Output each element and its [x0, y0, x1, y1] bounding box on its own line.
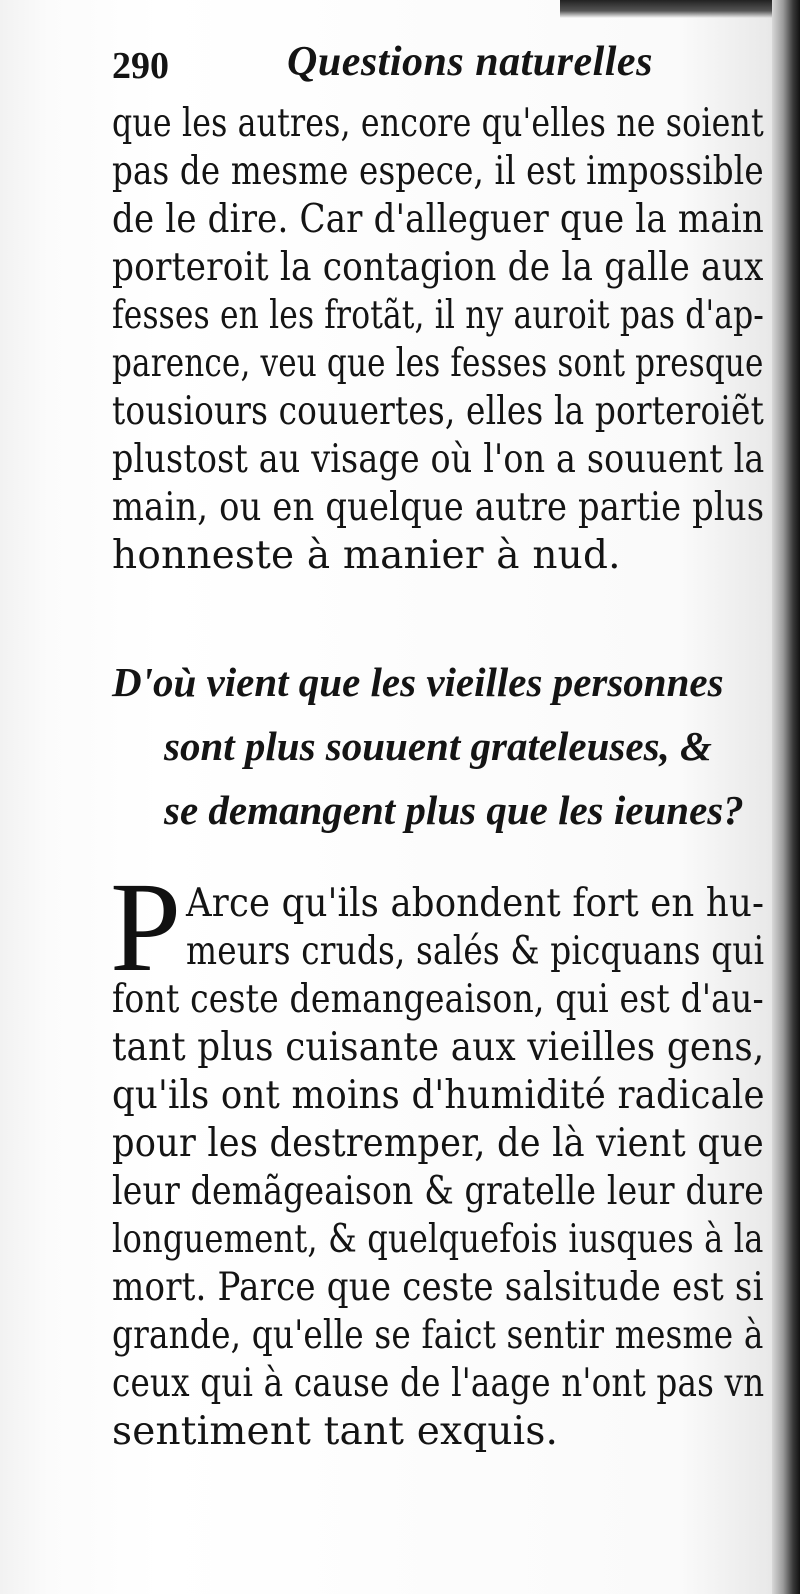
heading-line: D'où vient que les vieilles personnes: [112, 659, 724, 705]
text-line: ceux qui à cause de l'aage n'ont pas vn: [112, 1361, 765, 1406]
page-number: 290: [112, 45, 169, 87]
page-edge-shadow: [560, 0, 800, 18]
text-line: pas de mesme espece, il est impossible: [112, 149, 764, 194]
text-line: pour les destremper, de là vient que: [112, 1121, 764, 1166]
text-line: font ceste demangeaison, qui est d'au-: [112, 977, 764, 1022]
text-line: longuement, & quelquefois iusques à la: [112, 1217, 764, 1262]
text-line: de le dire. Car d'alleguer que la main: [112, 197, 764, 242]
text-line: tousiours couuertes, elles la porteroiẽt: [112, 389, 764, 434]
text-line: grande, qu'elle se faict sentir mesme à: [112, 1313, 764, 1358]
text-line: que les autres, encore qu'elles ne soient: [112, 101, 764, 146]
heading-line: sont plus souuent grateleuses, &: [164, 723, 712, 769]
page-gutter: [772, 0, 800, 1594]
text-line: sentiment tant exquis.: [112, 1409, 559, 1454]
drop-cap: P: [110, 856, 182, 998]
text-line: qu'ils ont moins d'humidité radicale: [112, 1073, 765, 1118]
text-line: fesses en les frotãt, il ny auroit pas d'ap-: [112, 293, 765, 338]
text-line: mort. Parce que ceste salsitude est si: [112, 1265, 764, 1310]
text-line: honneste à manier à nud.: [112, 533, 621, 578]
running-title: Questions naturelles: [287, 39, 653, 85]
text-line: main, ou en quelque autre partie plus: [112, 485, 765, 530]
text-line: plustost au visage où l'on a souuent la: [112, 437, 765, 482]
text-line: Arce qu'ils abondent fort en hu-: [186, 881, 765, 926]
text-line: meurs cruds, salés & picquans qui: [186, 929, 765, 974]
paragraph-1: [112, 100, 764, 580]
text-line: parence, veu que les fesses sont presque: [112, 341, 764, 386]
text-line: leur demãgeaison & gratelle leur dure: [112, 1169, 764, 1214]
paragraph-2: [112, 880, 764, 1480]
text-line: porteroit la contagion de la galle aux: [112, 245, 764, 290]
page-header: [112, 38, 672, 94]
text-line: tant plus cuisante aux vieilles gens,: [112, 1025, 765, 1070]
heading-line: se demangent plus que les ieunes?: [164, 787, 744, 833]
